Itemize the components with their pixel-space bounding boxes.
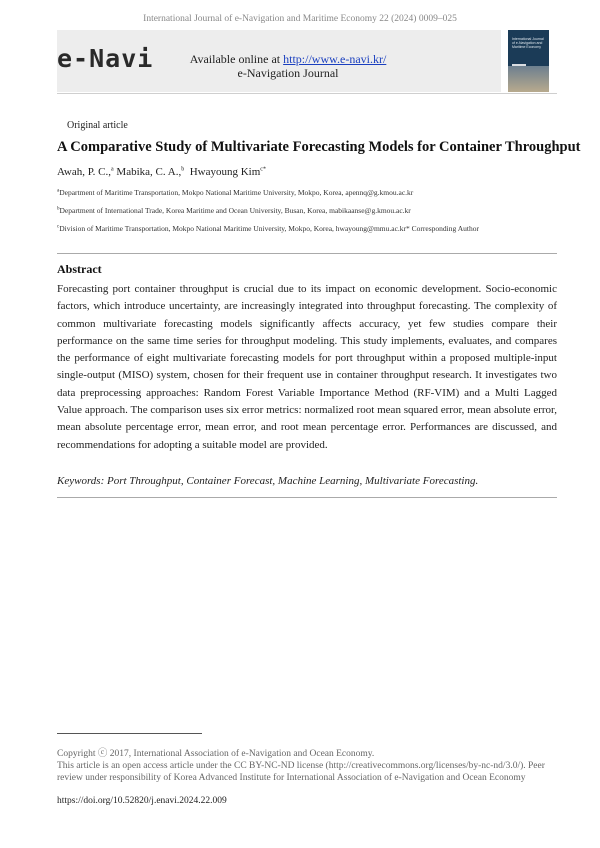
- journal-logo: e-Navi: [57, 44, 154, 73]
- footnote-rule: [57, 733, 202, 734]
- affiliation-mark: b: [57, 206, 60, 212]
- abstract-body: Forecasting port container throughput is crucial due to its impact on economic development. Socio-economic factors, which introduce uncertainty, are increasingly integrated into throughput forecasting. The complexity of common multivariate forecasting models significantly affects accuracy, yet few studies compare their performance on the same time series for throughput modeling. This study implements, evaluates, and compares the performance of eight multivariate forecasting models for port throughput within a proposed multiple-input single-output (MISO) system, chosen for their frequent use in container throughput research. It investigates two data preprocessing approaches: Random Forest Variable Importance Method (RF-VIM) and a Multi Lagged Value approach. The comparison uses six error metrics: normalized root mean squared error, mean absolute error, mean absolute percentage error, mean error, and root mean percentage error. Performances are discussed, and recommendations for adopting a suitable model are provided.: [57, 283, 557, 451]
- author-list: [57, 166, 266, 178]
- running-head: International Journal of e-Navigation and Maritime Economy 22 (2024) 0009–025: [143, 14, 457, 24]
- journal-name: e-Navigation Journal: [237, 66, 339, 80]
- cover-photo: [508, 66, 549, 92]
- keywords: Keywords: Port Throughput, Container Forecast, Machine Learning, Multivariate Forecasting.: [57, 475, 479, 487]
- affiliation-mark: a: [57, 188, 60, 194]
- affiliation: [57, 224, 479, 233]
- author-affiliation-mark: b: [181, 166, 185, 173]
- license-notice: This article is an open access article under the CC BY-NC-ND license (http://creativecommons.org/licenses/by-nc-nd/3.0/). Peer review under responsibility of Korea Advanced Institute for International Association of e-Navigation and Ocean Economy: [57, 761, 545, 783]
- affiliation-text: Department of International Trade, Korea Maritime and Ocean University, Busan, Korea, mabikaanse@g.kmou.ac.kr: [59, 206, 411, 215]
- affiliation-text: Division of Maritime Transportation, Mokpo National Maritime University, Mokpo, Korea, hwayoung@mmu.ac.kr* Corresponding Author: [59, 224, 479, 233]
- cover-title: International Journal of e-Navigation and Maritime Economy: [512, 37, 544, 49]
- header-rule: [57, 93, 557, 94]
- journal-cover-image: [508, 30, 549, 92]
- availability-notice: [170, 52, 406, 80]
- doi-link[interactable]: https://doi.org/10.52820/j.enavi.2024.22.009: [57, 796, 227, 806]
- abstract-bottom-rule: [57, 497, 557, 498]
- author-name: Hwayoung Kim: [189, 166, 261, 178]
- affiliation: [57, 206, 411, 215]
- author-affiliation-mark: a: [111, 166, 114, 173]
- affiliation-mark: c: [57, 224, 60, 230]
- abstract-heading: Abstract: [57, 262, 102, 276]
- available-prefix: Available online at: [189, 52, 284, 66]
- article-title: A Comparative Study of Multivariate Forecasting Models for Container Throughput: [57, 139, 581, 155]
- journal-url-link[interactable]: http://www.e-navi.kr/: [283, 52, 387, 66]
- author-name: Mabika, C. A.,: [116, 166, 182, 178]
- affiliation-text: Department of Maritime Transportation, Mokpo National Maritime University, Mokpo, Korea, apennq@g.kmou.ac.kr: [59, 188, 414, 197]
- affiliation: [57, 188, 413, 197]
- abstract-top-rule: [57, 253, 557, 254]
- author-affiliation-mark: c*: [260, 166, 266, 173]
- article-type: Original article: [67, 120, 128, 131]
- copyright-notice: Copyright ⓒ 2017, International Association of e-Navigation and Ocean Economy.: [57, 749, 375, 759]
- author-name: Awah, P. C.,: [57, 166, 111, 178]
